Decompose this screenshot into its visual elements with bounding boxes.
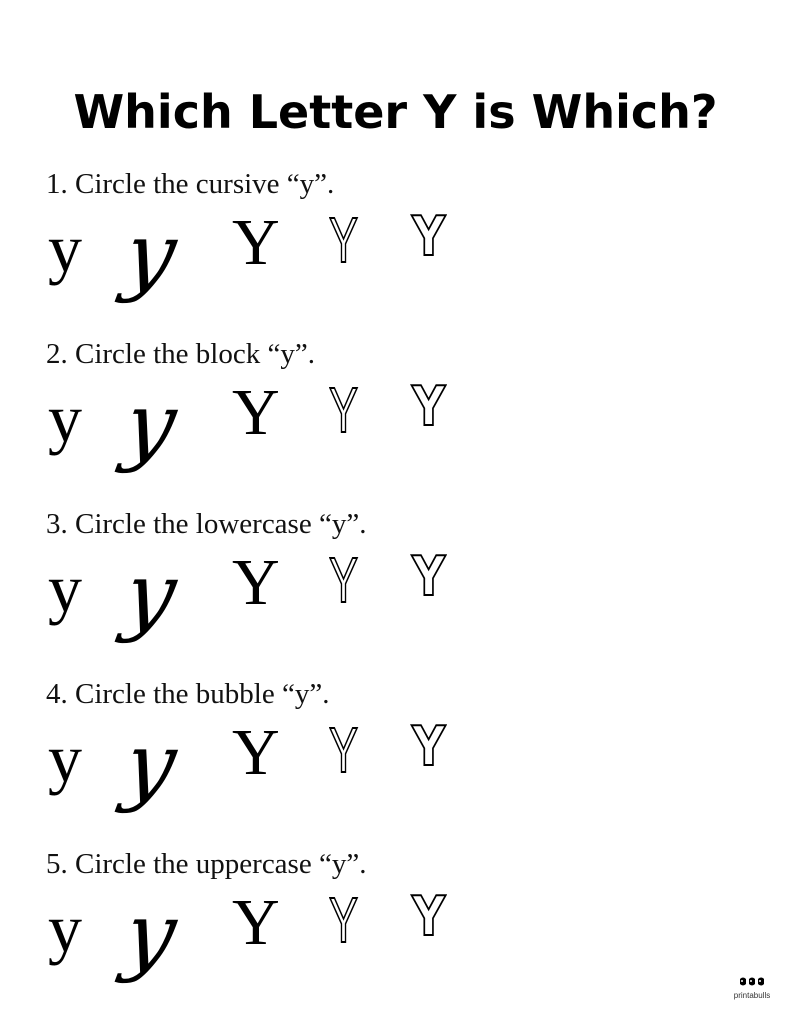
worksheet-title: Which Letter Y is Which?	[73, 84, 718, 139]
block-y-option[interactable]: Y	[232, 716, 280, 789]
question-5-prompt: 5. Circle the uppercase “y”.	[46, 848, 367, 880]
question-1	[46, 168, 646, 333]
cursive-y-option[interactable]: y	[117, 375, 184, 475]
bubble-y-option[interactable]: Y	[412, 885, 446, 948]
question-4-prompt: 4. Circle the bubble “y”.	[46, 678, 330, 710]
cursive-y-option[interactable]: y	[117, 205, 184, 305]
outline-y-option[interactable]: Y	[329, 204, 359, 276]
bubble-y-option[interactable]: Y	[412, 375, 446, 438]
lowercase-y-option[interactable]: y	[48, 550, 82, 626]
cursive-y-option[interactable]: y	[117, 545, 184, 645]
outline-y-option[interactable]: Y	[329, 714, 359, 786]
question-5	[46, 848, 646, 1013]
bubble-y-option[interactable]: Y	[412, 545, 446, 608]
lowercase-y-option[interactable]: y	[48, 380, 82, 456]
question-4	[46, 678, 646, 843]
lowercase-y-option[interactable]: y	[48, 210, 82, 286]
lowercase-y-option[interactable]: y	[48, 890, 82, 966]
question-2-prompt: 2. Circle the block “y”.	[46, 338, 315, 370]
question-2	[46, 338, 646, 503]
outline-y-option[interactable]: Y	[329, 374, 359, 446]
block-y-option[interactable]: Y	[232, 546, 280, 619]
brand-name: printabulls	[733, 991, 771, 1000]
bubble-y-option[interactable]: Y	[412, 715, 446, 778]
question-3	[46, 508, 646, 673]
block-y-option[interactable]: Y	[232, 206, 280, 279]
cursive-y-option[interactable]: y	[117, 715, 184, 815]
question-1-prompt: 1. Circle the cursive “y”.	[46, 168, 335, 200]
brand-footer	[722, 976, 782, 1000]
bull-logo-icon	[737, 976, 767, 990]
outline-y-option[interactable]: Y	[329, 884, 359, 956]
block-y-option[interactable]: Y	[232, 376, 280, 449]
outline-y-option[interactable]: Y	[329, 544, 359, 616]
question-3-prompt: 3. Circle the lowercase “y”.	[46, 508, 367, 540]
cursive-y-option[interactable]: y	[117, 885, 184, 985]
block-y-option[interactable]: Y	[232, 886, 280, 959]
lowercase-y-option[interactable]: y	[48, 720, 82, 796]
bubble-y-option[interactable]: Y	[412, 205, 446, 268]
